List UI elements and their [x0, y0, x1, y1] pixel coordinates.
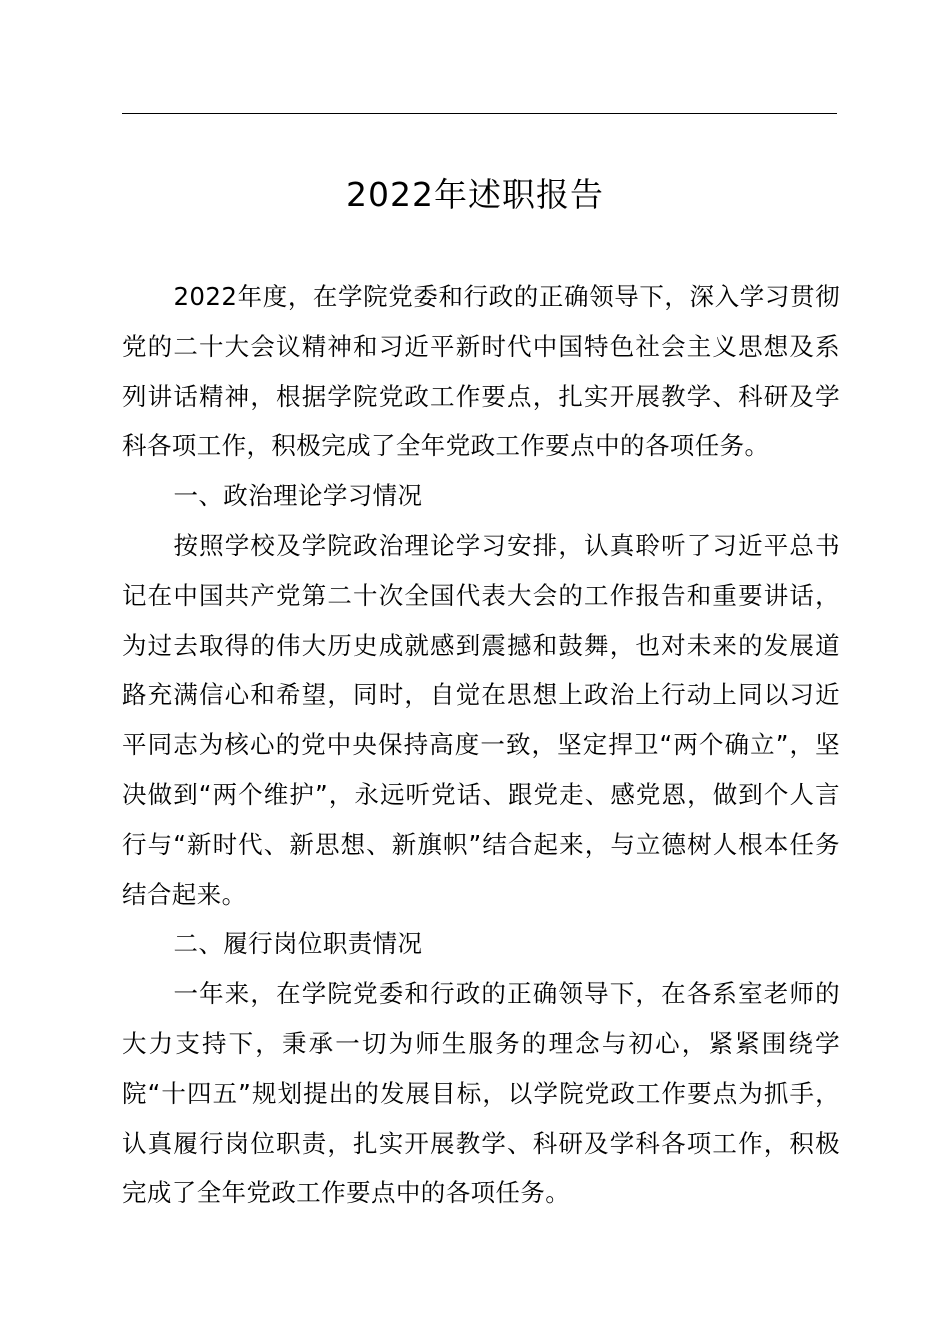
- header-rule: [122, 113, 837, 114]
- section-heading-political-study: 一、政治理论学习情况: [173, 481, 423, 511]
- paragraph-political-study: 按照学校及学院政治理论学习安排，认真聆听了习近平总书记在中国共产党第二十次全国代表大会的工作报告和重要讲话，为过去取得的伟大历史成就感到震撼和鼓舞，也对未来的发展道路充满信心和希望，同时，自觉在思想上政治上行动上同以习近平同志为核心的党中央保持高度一致，坚定捍卫“两个确立”，坚决做到“两个维护”，永远听党话、跟党走、感党恩，做到个人言行与“新时代、新思想、新旗帜”结合起来，与立德树人根本任务结合起来。: [122, 530, 840, 909]
- section-heading-duties: 二、履行岗位职责情况: [173, 929, 423, 959]
- document-body: [122, 272, 840, 1218]
- paragraph-intro: 2022年度，在学院党委和行政的正确领导下，深入学习贯彻党的二十大会议精神和习近平新时代中国特色社会主义思想及系列讲话精神，根据学院党政工作要点，扎实开展教学、科研及学科各项工作，积极完成了全年党政工作要点中的各项任务。: [122, 282, 840, 461]
- paragraph-duties: 一年来，在学院党委和行政的正确领导下，在各系室老师的大力支持下，秉承一切为师生服务的理念与初心，紧紧围绕学院“十四五”规划提出的发展目标，以学院党政工作要点为抓手，认真履行岗位职责，扎实开展教学、科研及学科各项工作，积极完成了全年党政工作要点中的各项任务。: [122, 979, 840, 1208]
- document-title: 2022年述职报告: [346, 175, 604, 214]
